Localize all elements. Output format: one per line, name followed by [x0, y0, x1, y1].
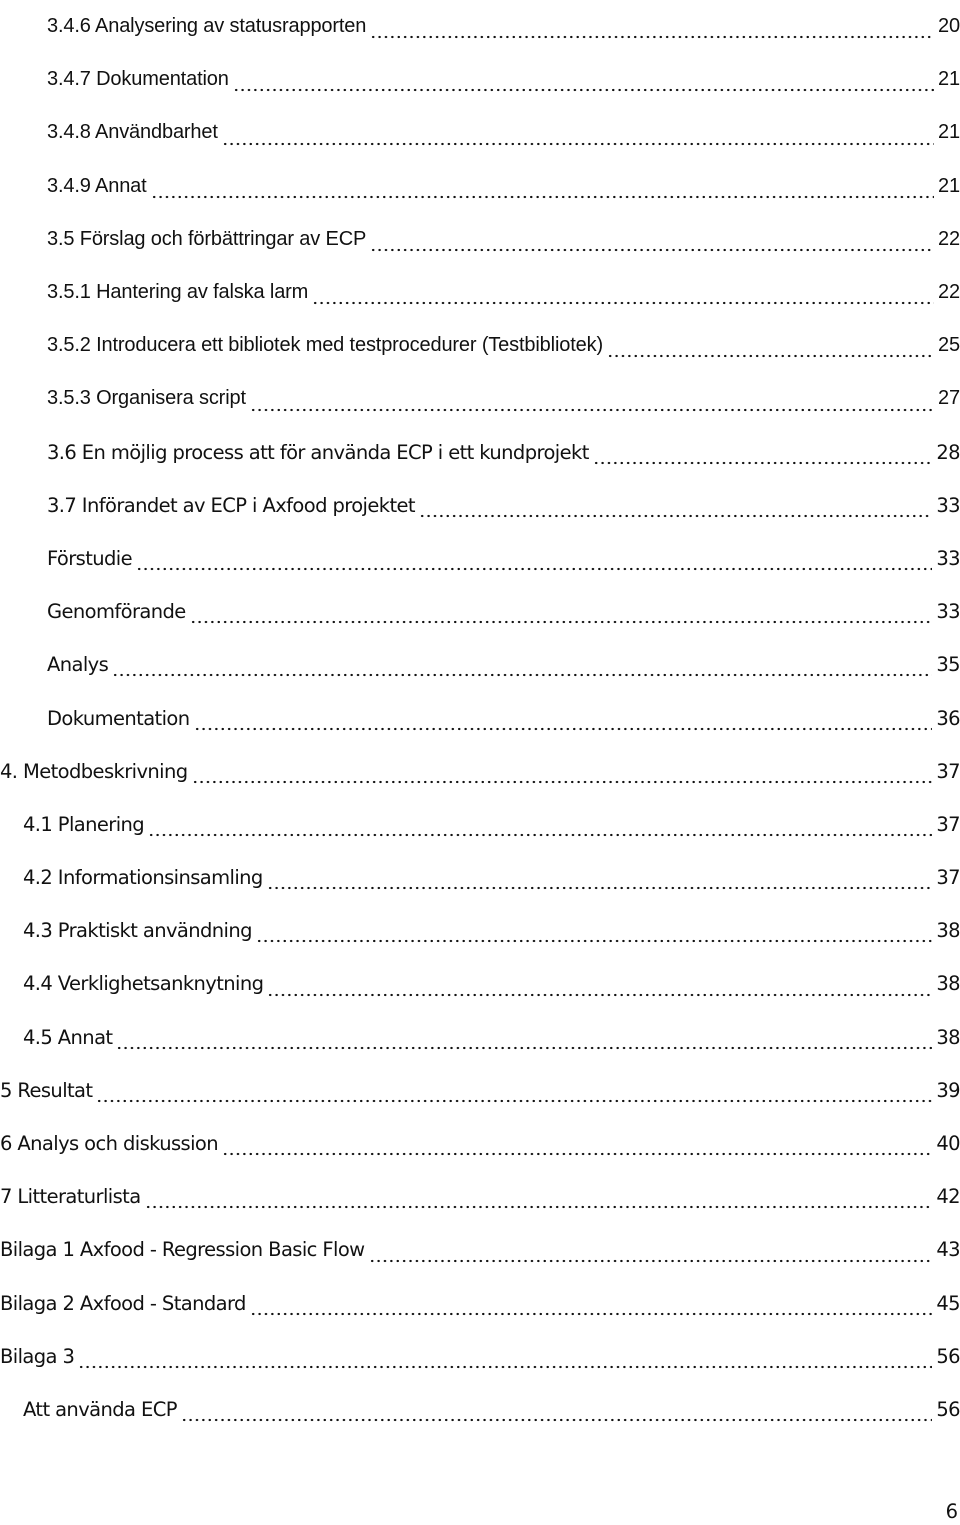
dot-leader [419, 514, 932, 518]
toc-entry-title: 3.5.3 Organisera script [47, 387, 246, 410]
toc-entry-title: 7 Litteraturlista [0, 1185, 141, 1209]
dot-leader [181, 1418, 933, 1422]
toc-entry[interactable] [0, 426, 960, 479]
dot-leader [370, 248, 934, 252]
toc-entry[interactable] [0, 479, 960, 532]
toc-entry-title: 4.5 Annat [23, 1025, 113, 1049]
toc-entry[interactable] [0, 372, 960, 425]
toc-entry[interactable] [0, 1223, 960, 1276]
dot-leader [190, 620, 933, 624]
toc-entry-title: 3.6 En möjlig process att för använda ECP i ett kundprojekt [47, 440, 589, 464]
toc-entry-page: 38 [936, 972, 960, 996]
toc-entry[interactable] [0, 1277, 960, 1330]
toc-entry-page: 33 [936, 546, 960, 570]
toc-entry-title: 4.2 Informationsinsamling [23, 866, 263, 890]
toc-entry-page: 35 [936, 653, 960, 677]
toc-entry[interactable] [0, 213, 960, 266]
toc-entry-title: 3.7 Införandet av ECP i Axfood projektet [47, 493, 415, 517]
toc-entry-title: Bilaga 1 Axfood - Regression Basic Flow [0, 1238, 365, 1262]
toc-entry[interactable] [0, 160, 960, 213]
toc-entry-page: 28 [936, 440, 960, 464]
dot-leader [267, 886, 933, 890]
toc-entry[interactable] [0, 904, 960, 957]
toc-entry[interactable] [0, 0, 960, 53]
toc-entry-page: 21 [938, 121, 960, 144]
dot-leader [222, 142, 934, 146]
dot-leader [250, 1312, 933, 1316]
toc-entry[interactable] [0, 1117, 960, 1170]
toc-entry-title: 3.4.8 Användbarhet [47, 121, 218, 144]
dot-leader [192, 780, 933, 784]
toc-entry[interactable] [0, 1330, 960, 1383]
toc-entry-title: 3.5 Förslag och förbättringar av ECP [47, 227, 367, 250]
page-number: 6 [945, 1500, 958, 1523]
dot-leader [96, 1099, 932, 1103]
dot-leader [250, 408, 934, 412]
toc-entry[interactable] [0, 745, 960, 798]
dot-leader [136, 567, 932, 571]
dot-leader [312, 301, 934, 305]
toc-entry-title: Att använda ECP [23, 1397, 177, 1421]
toc-entry-page: 21 [938, 174, 960, 197]
toc-entry-title: 5 Resultat [0, 1078, 93, 1102]
toc-entry[interactable] [0, 1170, 960, 1223]
toc-entry[interactable] [0, 53, 960, 106]
toc-entry-page: 33 [936, 493, 960, 517]
toc-entry[interactable] [0, 319, 960, 372]
toc-entry[interactable] [0, 1064, 960, 1117]
dot-leader [222, 1152, 932, 1156]
dot-leader [116, 1046, 932, 1050]
toc-entry-page: 39 [936, 1078, 960, 1102]
dot-leader [607, 354, 934, 358]
toc-entry[interactable] [0, 585, 960, 638]
toc-entry[interactable] [0, 106, 960, 159]
toc-entry-title: Förstudie [47, 546, 133, 570]
toc-entry-title: 4. Metodbeskrivning [0, 759, 188, 783]
toc-entry-title: 3.5.1 Hantering av falska larm [47, 281, 309, 304]
toc-entry-page: 45 [936, 1291, 960, 1315]
toc-entry-title: 3.4.7 Dokumentation [47, 68, 229, 91]
toc-entry-page: 37 [936, 759, 960, 783]
toc-entry-page: 40 [936, 1132, 960, 1156]
toc-entry[interactable] [0, 957, 960, 1010]
dot-leader [194, 727, 933, 731]
toc-entry-title: 6 Analys och diskussion [0, 1132, 219, 1156]
toc-entry-page: 43 [936, 1238, 960, 1262]
dot-leader [267, 993, 932, 997]
toc-entry-page: 37 [936, 812, 960, 836]
dot-leader [233, 88, 934, 92]
toc-entry[interactable] [0, 532, 960, 585]
toc-entry[interactable] [0, 266, 960, 319]
dot-leader [256, 939, 932, 943]
toc-entry-title: Analys [47, 653, 109, 677]
toc-entry-title: Bilaga 3 [0, 1344, 75, 1368]
toc-entry-page: 38 [936, 919, 960, 943]
toc-entry[interactable] [0, 1011, 960, 1064]
toc-entry-title: 4.3 Praktiskt användning [23, 919, 252, 943]
toc-entry-page: 56 [936, 1344, 960, 1368]
toc-entry-title: 4.1 Planering [23, 812, 145, 836]
dot-leader [593, 461, 933, 465]
toc-entry-page: 22 [938, 281, 960, 304]
toc-entry-page: 37 [936, 866, 960, 890]
toc-entry-page: 20 [938, 15, 960, 38]
toc-entry[interactable] [0, 638, 960, 691]
dot-leader [148, 833, 932, 837]
toc-entry[interactable] [0, 691, 960, 744]
dot-leader [151, 195, 934, 199]
toc-entry-page: 33 [936, 600, 960, 624]
dot-leader [370, 35, 934, 39]
toc-entry-page: 38 [936, 1025, 960, 1049]
toc-entry-page: 42 [936, 1185, 960, 1209]
toc-entry[interactable] [0, 851, 960, 904]
toc-entry-title: 3.4.6 Analysering av statusrapporten [47, 15, 367, 38]
toc-entry-page: 36 [936, 706, 960, 730]
toc-entry-title: Dokumentation [47, 706, 190, 730]
dot-leader [369, 1259, 933, 1263]
toc-entry-page: 21 [938, 68, 960, 91]
toc-entry[interactable] [0, 1383, 960, 1436]
toc-entry-title: Bilaga 2 Axfood - Standard [0, 1291, 246, 1315]
toc-entry-page: 27 [938, 387, 960, 410]
toc-entry-title: 3.5.2 Introducera ett bibliotek med testprocedurer (Testbibliotek) [47, 334, 603, 357]
toc-entry[interactable] [0, 798, 960, 851]
dot-leader [78, 1365, 932, 1369]
toc-entry-title: 3.4.9 Annat [47, 174, 147, 197]
toc-entry-page: 22 [938, 227, 960, 250]
toc-entry-title: Genomförande [47, 600, 186, 624]
toc-entry-page: 56 [936, 1397, 960, 1421]
toc-entry-title: 4.4 Verklighetsanknytning [23, 972, 264, 996]
dot-leader [112, 673, 932, 677]
dot-leader [145, 1205, 933, 1209]
toc-entry-page: 25 [938, 334, 960, 357]
